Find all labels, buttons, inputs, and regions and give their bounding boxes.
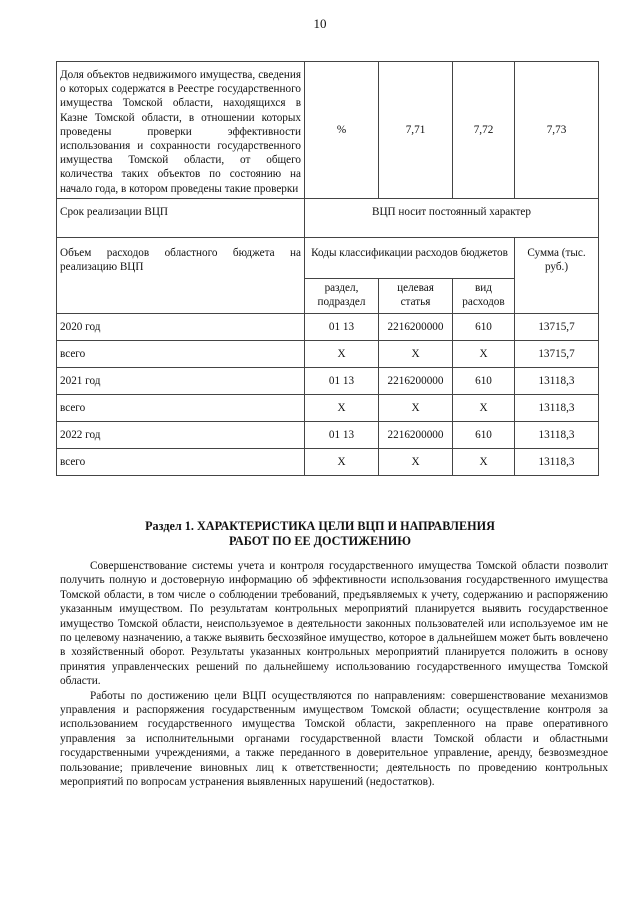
- page-number: 10: [313, 16, 327, 31]
- row-label: 2021 год: [57, 367, 305, 394]
- row-sum: 13118,3: [515, 367, 599, 394]
- row-sum: 13715,7: [515, 313, 599, 340]
- term-label: Срок реализации ВЦП: [57, 198, 305, 237]
- share-unit: %: [305, 62, 379, 199]
- row-type: X: [453, 448, 515, 475]
- row-section: X: [305, 340, 379, 367]
- row-section: 01 13: [305, 367, 379, 394]
- table-row: [57, 421, 599, 448]
- section-title-line-1: Раздел 1. ХАРАКТЕРИСТИКА ЦЕЛИ ВЦП И НАПРАВЛЕНИЯ: [145, 519, 495, 533]
- row-sum: 13118,3: [515, 394, 599, 421]
- row-type: 610: [453, 421, 515, 448]
- sub-type-header: вид расходов: [453, 278, 515, 313]
- table-row: [57, 448, 599, 475]
- sub-article-header: целевая статья: [379, 278, 453, 313]
- row-article: X: [379, 394, 453, 421]
- row-type: 610: [453, 313, 515, 340]
- term-value: ВЦП носит постоянный характер: [305, 198, 599, 237]
- budget-label: Объем расходов областного бюджета на реализацию ВЦП: [57, 237, 305, 313]
- row-article: 2216200000: [379, 421, 453, 448]
- row-label: 2022 год: [57, 421, 305, 448]
- table-row: [57, 394, 599, 421]
- row-section: X: [305, 448, 379, 475]
- row-section: 01 13: [305, 313, 379, 340]
- paragraph: Совершенствование системы учета и контроля государственного имущества Томской области позволит получить полную и достоверную информацию об эффективности использования государственного имущества Томской области, в том числе о соблюдении требований, предъявляемых к учету, содержанию и распоряжению указанным имуществом. По результатам контрольных мероприятий планируется выявить государственное имущество Томской области, неиспользуемое в деятельности законных пользователей или используемое им не по целевому назначению, а также выявить бесхозяйное имущество, которое в дальнейшем может быть вовлечено в хозяйственный оборот. Результаты указанных контрольных мероприятий планируется положить в основу принятия управленческих решений по дальнейшему использованию государственного имущества Томской области.: [60, 560, 608, 688]
- table-row: [57, 313, 599, 340]
- table-row-term: [57, 198, 599, 237]
- share-value-2: 7,72: [453, 62, 515, 199]
- codes-title: Коды классификации расходов бюджетов: [305, 237, 515, 278]
- row-article: 2216200000: [379, 367, 453, 394]
- share-label: Доля объектов недвижимого имущества, сведения о которых содержатся в Реестре государственного имущества Томской области, находящихся в Казне Томской области, в отношении которых проведены проверки эффективности использования и сохранности государственного имущества Томской области, от общего количества таких объектов по состоянию на начало года, в котором проведены такие проверки: [57, 62, 305, 199]
- row-article: X: [379, 340, 453, 367]
- share-value-3: 7,73: [515, 62, 599, 199]
- row-type: 610: [453, 367, 515, 394]
- share-value-1: 7,71: [379, 62, 453, 199]
- table-row: [57, 340, 599, 367]
- row-section: 01 13: [305, 421, 379, 448]
- row-sum: 13118,3: [515, 448, 599, 475]
- row-sum: 13118,3: [515, 421, 599, 448]
- table-row-budget-header: [57, 237, 599, 278]
- row-label: всего: [57, 448, 305, 475]
- row-article: 2216200000: [379, 313, 453, 340]
- body-text: [60, 559, 608, 790]
- section-title: [40, 519, 600, 549]
- row-label: 2020 год: [57, 313, 305, 340]
- table-row: [57, 367, 599, 394]
- row-article: X: [379, 448, 453, 475]
- row-sum: 13715,7: [515, 340, 599, 367]
- table-row-share: [57, 62, 599, 199]
- row-label: всего: [57, 394, 305, 421]
- sum-title: Сумма (тыс. руб.): [515, 237, 599, 313]
- row-type: X: [453, 340, 515, 367]
- sub-section-header: раздел, подраздел: [305, 278, 379, 313]
- program-table: [56, 61, 599, 476]
- row-label: всего: [57, 340, 305, 367]
- section-title-line-2: РАБОТ ПО ЕЕ ДОСТИЖЕНИЮ: [229, 534, 411, 548]
- paragraph: Работы по достижению цели ВЦП осуществляются по направлениям: совершенствование механизмов управления и распоряжения государственным имуществом Томской области; осуществление контроля за использованием государственного имущества Томской области, закрепленного на праве оперативного управления за исполнительными органами государственной власти Томской области и областными государственными учреждениями, а также переданного в доверительное управление, аренду, безвозмездное пользование; привлечение виновных лиц к ответственности; деятельность по проведению контрольных мероприятий по вопросам устранения выявленных нарушений (недостатков).: [60, 689, 608, 789]
- row-type: X: [453, 394, 515, 421]
- row-section: X: [305, 394, 379, 421]
